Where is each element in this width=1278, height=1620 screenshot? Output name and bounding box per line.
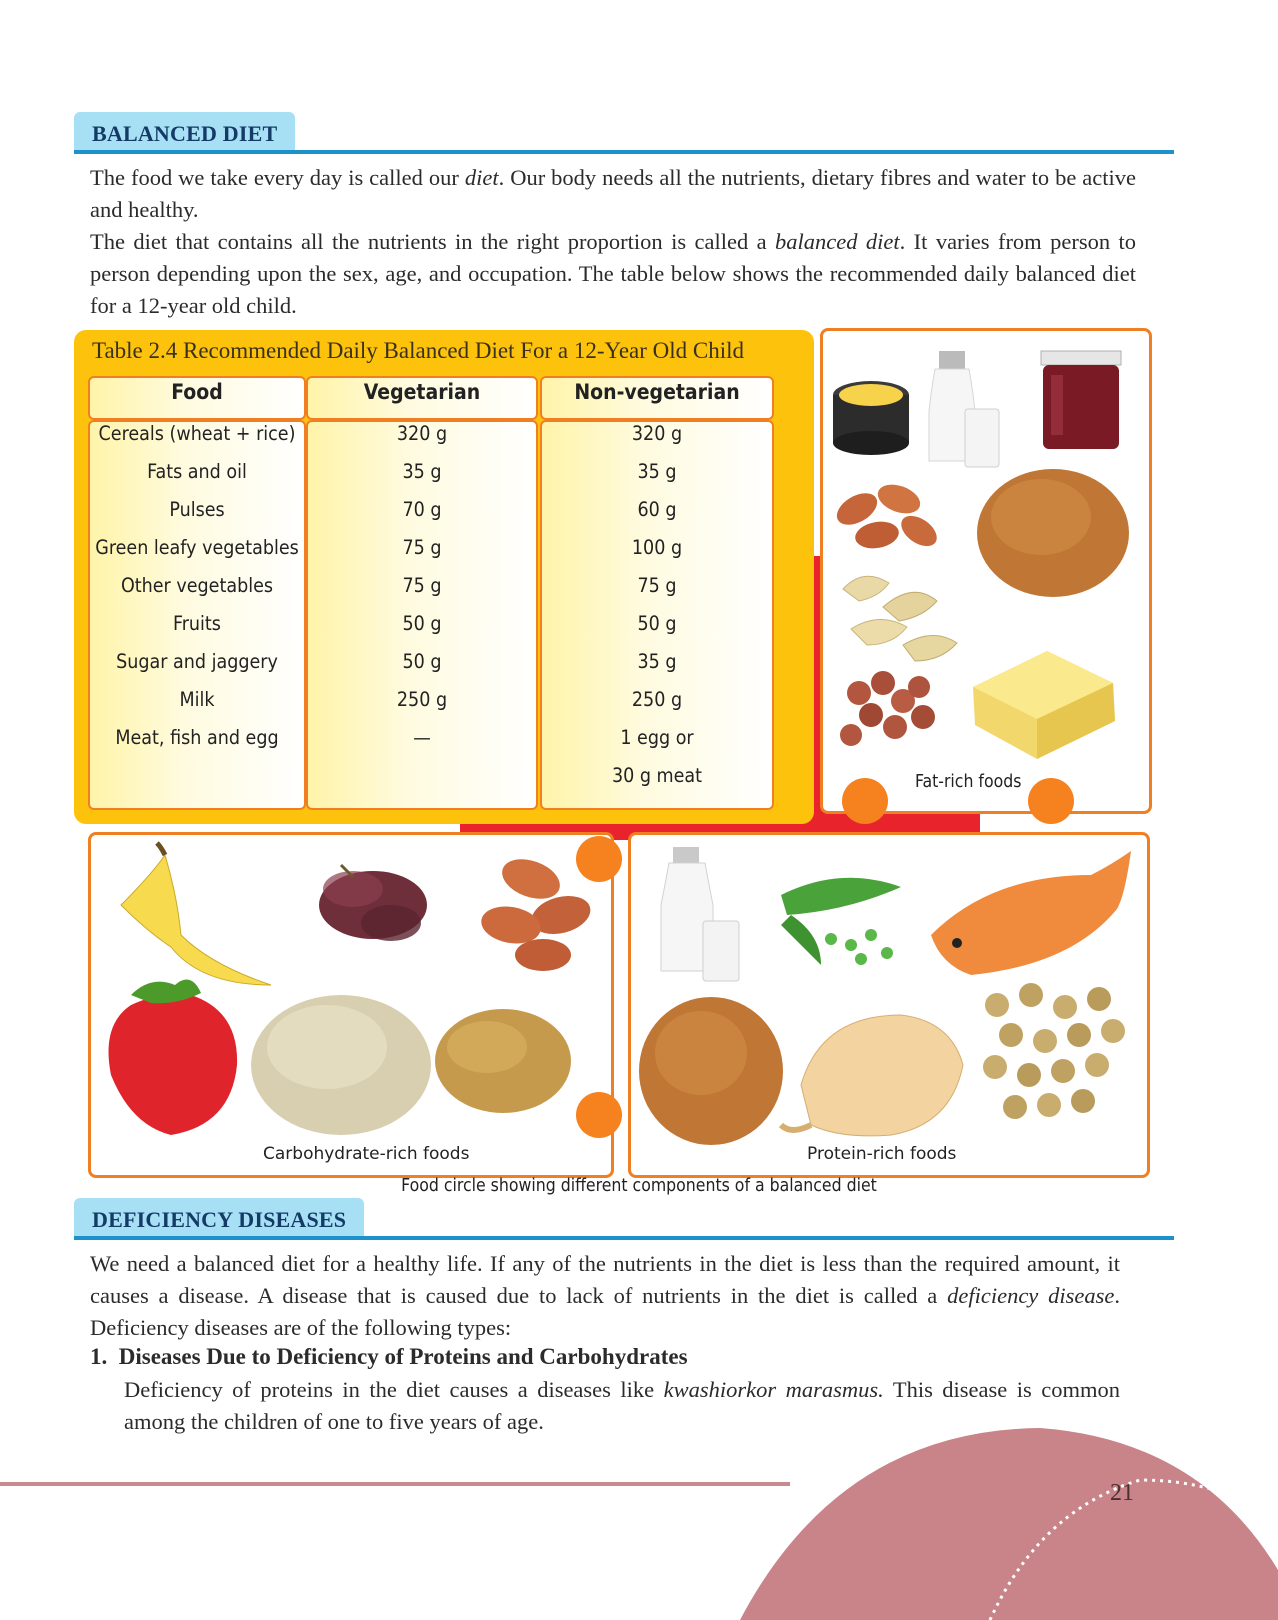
cell-veg: —	[413, 726, 431, 749]
paragraph-balanced-diet: The diet that contains all the nutrients in the right proportion is called a balanced diet. It varies from person to person depending upon the sex, age, and occupation. The table below shows the recommended daily balanced diet for a 12-year old child.	[90, 229, 1136, 318]
table-header-veg: Vegetarian	[363, 380, 481, 404]
chicken-icon	[781, 1015, 963, 1136]
cell-nonveg: 75 g	[637, 574, 677, 597]
potato-icon	[435, 1009, 571, 1113]
cell-veg: 320 g	[396, 422, 448, 445]
pea-pod-icon	[781, 878, 901, 965]
grapes-icon	[319, 865, 427, 941]
soybeans-icon	[983, 983, 1125, 1119]
cell-veg: 50 g	[402, 650, 442, 673]
milk-bottle-icon	[929, 351, 999, 467]
cell-veg: 75 g	[402, 574, 442, 597]
table-header-food: Food	[171, 380, 223, 404]
cell-food: Other vegetables	[120, 574, 274, 597]
cell-nonveg: 100 g	[631, 536, 683, 559]
cell-nonveg: 1 egg or	[620, 726, 694, 749]
page-number: 21	[1110, 1480, 1134, 1506]
fat-panel-label: Fat-rich foods	[915, 772, 1022, 792]
peanuts-icon	[977, 469, 1129, 597]
heading-rule	[74, 150, 1174, 154]
protein-foods-illustration	[631, 835, 1147, 1175]
term-balanced-diet: balanced diet	[775, 229, 900, 254]
fish-icon	[931, 851, 1131, 975]
cell-veg: 70 g	[402, 498, 442, 521]
fat-foods-illustration	[823, 331, 1149, 811]
strawberry-icon	[109, 980, 238, 1135]
cell-nonveg: 320 g	[631, 422, 683, 445]
banana-icon	[121, 843, 271, 985]
cell-nonveg: 35 g	[637, 460, 677, 483]
connector-dot	[1028, 778, 1074, 824]
footer-decoration	[0, 1420, 1278, 1620]
table-header-nonveg: Non-vegetarian	[574, 380, 740, 404]
paragraph-diet: The food we take every day is called our diet. Our body needs all the nutrients, dietary fibres and water to be active and healthy.	[90, 165, 1136, 222]
carbohydrate-rich-panel	[88, 832, 614, 1178]
cell-veg: 50 g	[402, 612, 442, 635]
diet-table	[74, 330, 814, 824]
cell-food: Pulses	[169, 498, 225, 521]
cell-food: Meat, fish and egg	[115, 726, 279, 749]
subheading-protein-carb-deficiency: 1. Diseases Due to Deficiency of Proteins and Carbohydrates	[90, 1344, 688, 1369]
term-kwashiorkor: kwashiorkor marasmus.	[663, 1377, 884, 1402]
pulses-icon	[639, 997, 783, 1145]
term-diet: diet	[464, 165, 499, 190]
cell-veg: 35 g	[402, 460, 442, 483]
cell-food: Milk	[179, 688, 215, 711]
protein-panel-label: Protein-rich foods	[807, 1144, 957, 1164]
protein-rich-panel	[628, 832, 1150, 1178]
connector-dot	[576, 1092, 622, 1138]
cell-food: Sugar and jaggery	[116, 650, 278, 673]
milk-bottle-icon	[661, 847, 739, 981]
hazelnuts-icon	[840, 671, 935, 746]
footer-arc-shape	[740, 1428, 1278, 1620]
cell-food: Fruits	[173, 612, 221, 635]
section-title: BALANCED DIET	[74, 112, 295, 152]
heading-rule	[74, 1236, 1174, 1240]
rice-icon	[251, 995, 431, 1135]
fat-rich-panel	[820, 328, 1152, 814]
balanced-diet-heading	[74, 112, 1174, 154]
cell-food: Cereals (wheat + rice)	[98, 422, 296, 445]
connector-dot	[576, 836, 622, 882]
cell-nonveg: 60 g	[637, 498, 677, 521]
deficiency-diseases-heading	[74, 1198, 1174, 1240]
figure-caption: Food circle showing different components of a balanced diet	[401, 1176, 877, 1196]
almonds-icon	[831, 479, 942, 552]
jam-jar-icon	[1041, 351, 1121, 449]
almonds-icon	[478, 852, 594, 971]
cell-veg: 250 g	[396, 688, 448, 711]
cell-nonveg: 30 g meat	[611, 764, 703, 787]
section-title: DEFICIENCY DISEASES	[74, 1198, 364, 1238]
butter-icon	[973, 651, 1115, 759]
carb-foods-illustration	[91, 835, 611, 1175]
term-deficiency-disease: deficiency disease	[947, 1283, 1115, 1308]
cell-nonveg: 250 g	[631, 688, 683, 711]
paragraph-deficiency: We need a balanced diet for a healthy life. If any of the nutrients in the diet is less than the required amount, it causes a disease. A disease that is caused due to lack of nutrients in the diet is called a deficiency disease. Deficiency diseases are of the following types:	[90, 1251, 1120, 1340]
cell-nonveg: 35 g	[637, 650, 677, 673]
cell-nonveg: 50 g	[637, 612, 677, 635]
cell-food: Fats and oil	[147, 460, 247, 483]
ghee-icon	[833, 381, 909, 455]
cashews-icon	[843, 576, 957, 661]
connector-dot	[842, 778, 888, 824]
table-caption: Table 2.4 Recommended Daily Balanced Diet For a 12-Year Old Child	[92, 338, 745, 363]
paragraph-kwashiorkor: Deficiency of proteins in the diet causes a diseases like kwashiorkor marasmus. This disease is common among the children of one to five years of age.	[124, 1377, 1120, 1434]
cell-food: Green leafy vegetables	[95, 536, 299, 559]
cell-veg: 75 g	[402, 536, 442, 559]
carb-panel-label: Carbohydrate-rich foods	[263, 1144, 470, 1164]
footer-rule	[0, 1482, 790, 1486]
